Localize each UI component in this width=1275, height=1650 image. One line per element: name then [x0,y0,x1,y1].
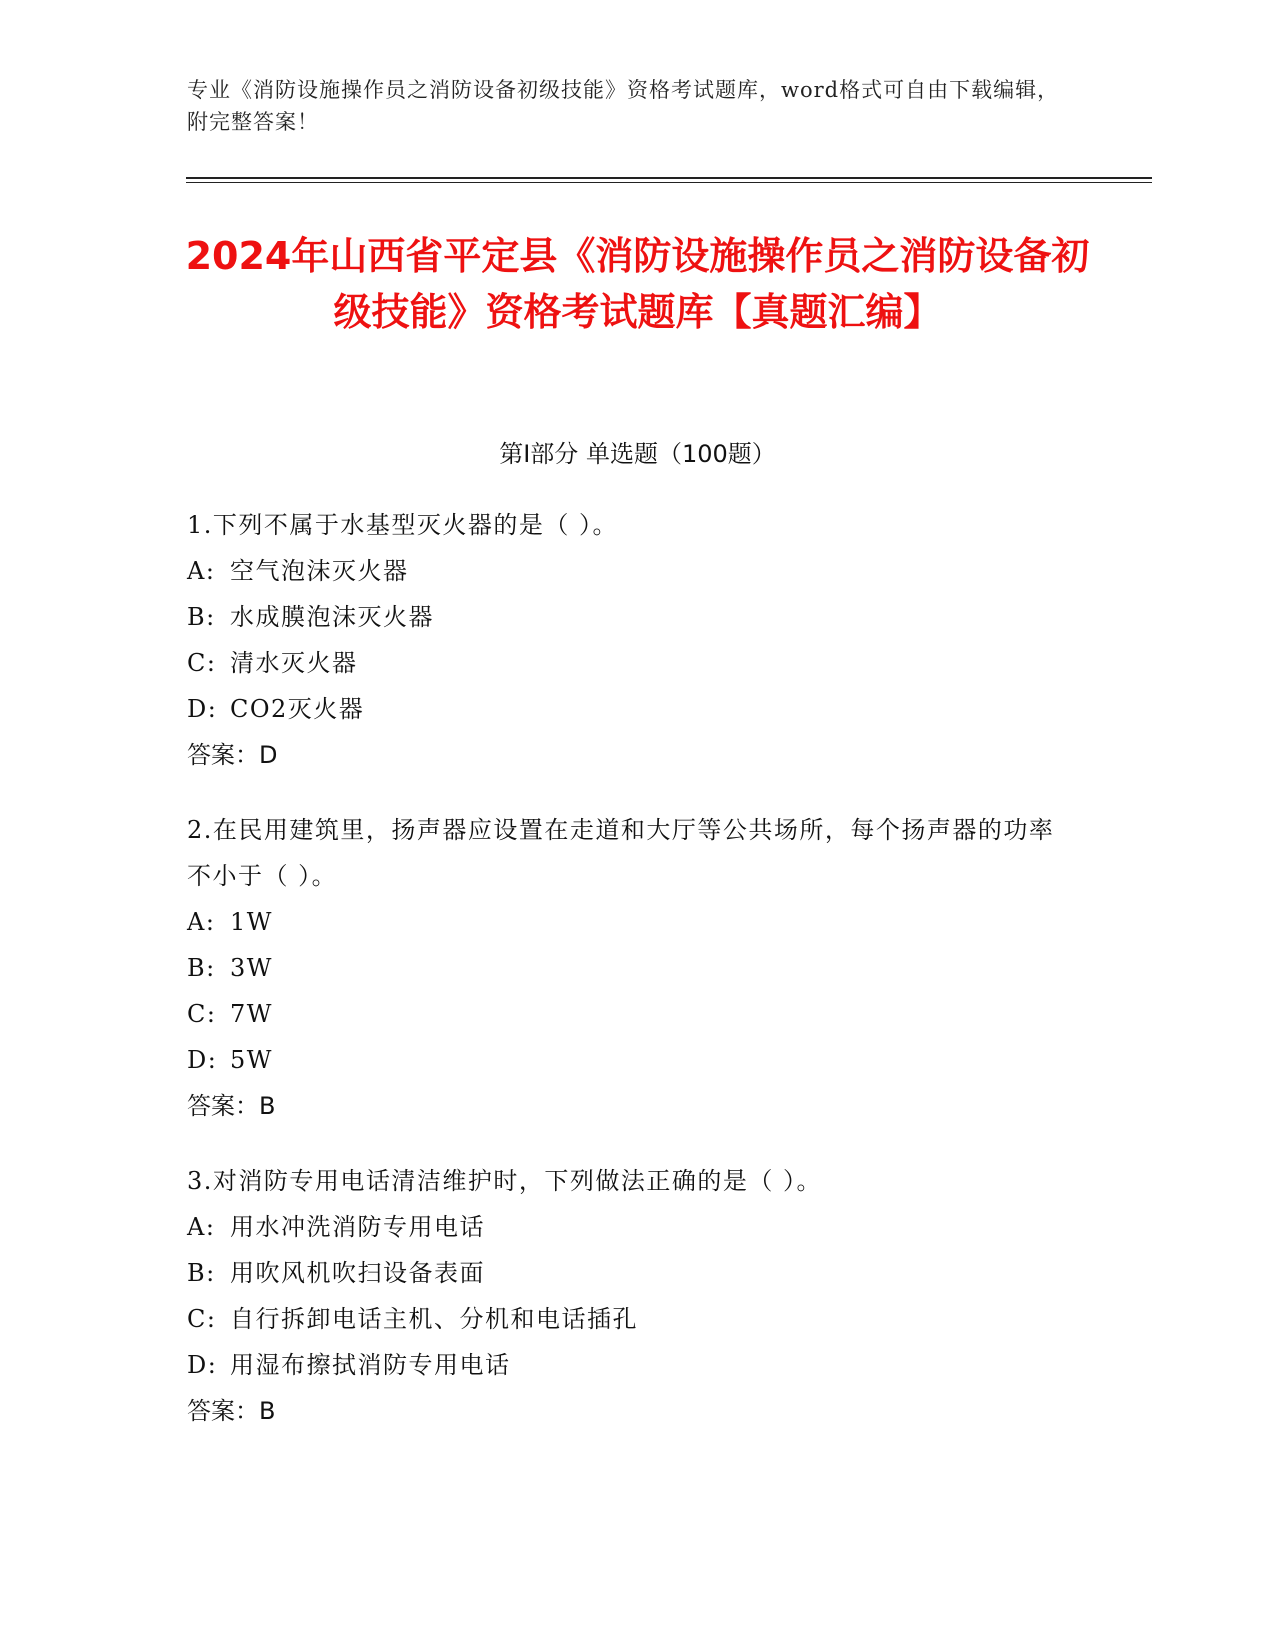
option-text: CO2灭火器 [230,695,365,723]
header-note: 专业《消防设施操作员之消防设备初级技能》资格考试题库，word格式可自由下载编辑，附完整答案！ [187,78,1060,134]
question-text: 2.在民用建筑里，扬声器应设置在走道和大厅等公共场所，每个扬声器的功率不小于（ ）。 [187,816,1055,890]
option-key: A: [187,908,216,936]
option-a [187,1204,1067,1250]
document-title: 2024年山西省平定县《消防设施操作员之消防设备初级技能》资格考试题库【真题汇编】 [185,234,1090,334]
question-2 [187,807,1067,1129]
option-text: 水成膜泡沫灭火器 [230,603,434,631]
option-key: C: [187,1000,217,1028]
header-rule-thick [186,177,1152,179]
option-c [187,640,1067,686]
option-key: D: [187,1046,218,1074]
option-b [187,945,1067,991]
option-key: D: [187,1351,218,1379]
option-text: 5W [230,1046,273,1074]
option-c [187,1296,1067,1342]
answer: 答案：B [187,1397,276,1425]
option-text: 用水冲洗消防专用电话 [230,1213,485,1241]
question-text: 3.对消防专用电话清洁维护时，下列做法正确的是（ ）。 [187,1167,823,1195]
question-text: 1.下列不属于水基型灭火器的是（ ）。 [187,511,619,539]
option-text: 1W [230,908,273,936]
option-text: 3W [230,954,273,982]
option-key: D: [187,695,218,723]
answer: 答案：B [187,1092,276,1120]
question-1 [187,502,1067,778]
option-text: 清水灭火器 [230,649,358,677]
option-d [187,1037,1067,1083]
option-b [187,594,1067,640]
option-d [187,1342,1067,1388]
option-text: 空气泡沫灭火器 [230,557,409,585]
option-text: 用吹风机吹扫设备表面 [230,1259,485,1287]
option-key: C: [187,1305,217,1333]
option-c [187,991,1067,1037]
option-key: A: [187,1213,216,1241]
section-heading: 第Ⅰ部分 单选题（100题） [499,440,776,468]
option-a [187,548,1067,594]
option-key: B: [187,954,216,982]
option-text: 用湿布擦拭消防专用电话 [230,1351,511,1379]
option-key: B: [187,603,216,631]
option-key: C: [187,649,217,677]
option-text: 自行拆卸电话主机、分机和电话插孔 [230,1305,638,1333]
option-a [187,899,1067,945]
header-rule-thin [186,182,1152,183]
option-text: 7W [230,1000,273,1028]
question-3 [187,1158,1067,1434]
option-key: B: [187,1259,216,1287]
option-b [187,1250,1067,1296]
answer: 答案：D [187,741,278,769]
option-d [187,686,1067,732]
option-key: A: [187,557,216,585]
